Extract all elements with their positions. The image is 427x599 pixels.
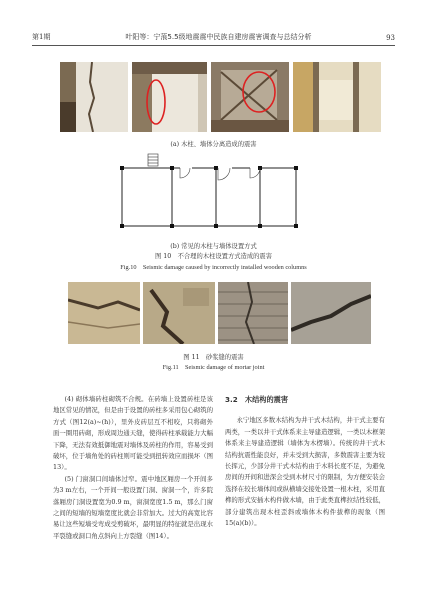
- running-title: 叶阳等：宁蒗5.5级地震震中民族自建房震害调查与总结分析: [125, 33, 312, 41]
- paragraph-brick-column: (4) 砌体墙砖柱砌筑不合规。在砖墙上设置砖柱是该地区常见的情况，但是由于设置的砖柱多采用包心砌筑的方式（图12(a)~(h)），里外皮砖层互不相咬，只将砌外面一圈用砖砌，形成周边通天缝，使得砖柱承载能力大幅下降，无法有效抵御地震对墙体及砖柱的作用，容易受到破坏，位于墙角处的砖柱则可能受到扭转效应而损坏（图13）。: [53, 395, 213, 472]
- section-title: 3.2 木结构的震害: [225, 395, 289, 404]
- figure11-caption-en: Fig.11 Seismic damage of mortar joint: [162, 364, 265, 371]
- photo-wall-separation-3: [211, 62, 289, 132]
- page-number: 93: [386, 34, 395, 42]
- figure11-photos: [68, 282, 371, 344]
- photo-wall-separation-4: [293, 62, 381, 132]
- figure10b-plan-diagram: [120, 152, 300, 230]
- page-header: [32, 30, 395, 46]
- figure10-caption-en: Fig.10 Seismic damage caused by incorrectly installed wooden columns: [120, 264, 307, 271]
- right-column: [225, 394, 385, 529]
- paragraph-wood-structure: 永宁地区多数木结构为井干式木结构，井干式主要有两类，一类以井干式体系来主导建造逻辑，一类以木框架体系来主导建造逻辑（墙体为木楞墙）。传统的井干式木结构抗震性能良好，并未受到大损害，多数震害主要为较长挥元，少部分井干式木结构由于木料长度不足，为避免房间的开间和进深会受到木材尺寸的限制，为方便安装会选择在较长墙体间或纵横墙交接处设置一根木柱，采用直榫的形式安插木构件做木墙，由于此类直榫拉结性较低，部分建筑出现木柱歪斜或墙体木构件拔榫的现象（图15(a)(b)）。: [225, 416, 385, 528]
- photo-mortar-joint-2: [143, 282, 215, 344]
- photo-mortar-joint-4: [291, 282, 371, 344]
- photo-mortar-joint-1: [68, 282, 140, 344]
- figure10a-caption: (a) 木柱、墙体分离造成的震害: [170, 141, 257, 148]
- issue-label: 第1期: [32, 33, 51, 41]
- figure10b-caption: (b) 常见的木柱与墙体设置方式: [170, 243, 257, 250]
- paragraph-narrow-wall: (5) 门窗洞口间墙体过窄。震中地区厢房一个开间多为3 m左右，一个开间一般设置门洞、窗洞一个，许多院落厢房门洞设置宽为0.9 m，窗洞宽度1.5 m，那么门窗之间的短墙的短墙宽度比就会非常加大。过大的高宽比容易让这些短墙受弯成受剪破坏，最明显的特征就是出现水平裂缝或洞口角点斜向上方裂缝（图14）。: [53, 474, 213, 540]
- left-column: [53, 394, 213, 542]
- figure10-caption-cn: 图 10 不合理的木柱设置方式造成的震害: [154, 253, 273, 260]
- photo-wall-separation-2: [132, 62, 207, 132]
- figure11-caption-cn: 图 11 砂浆缝的震害: [183, 354, 244, 361]
- figure10a-photos: [60, 62, 381, 132]
- photo-mortar-joint-3: [218, 282, 288, 344]
- photo-wall-separation-1: [60, 62, 128, 132]
